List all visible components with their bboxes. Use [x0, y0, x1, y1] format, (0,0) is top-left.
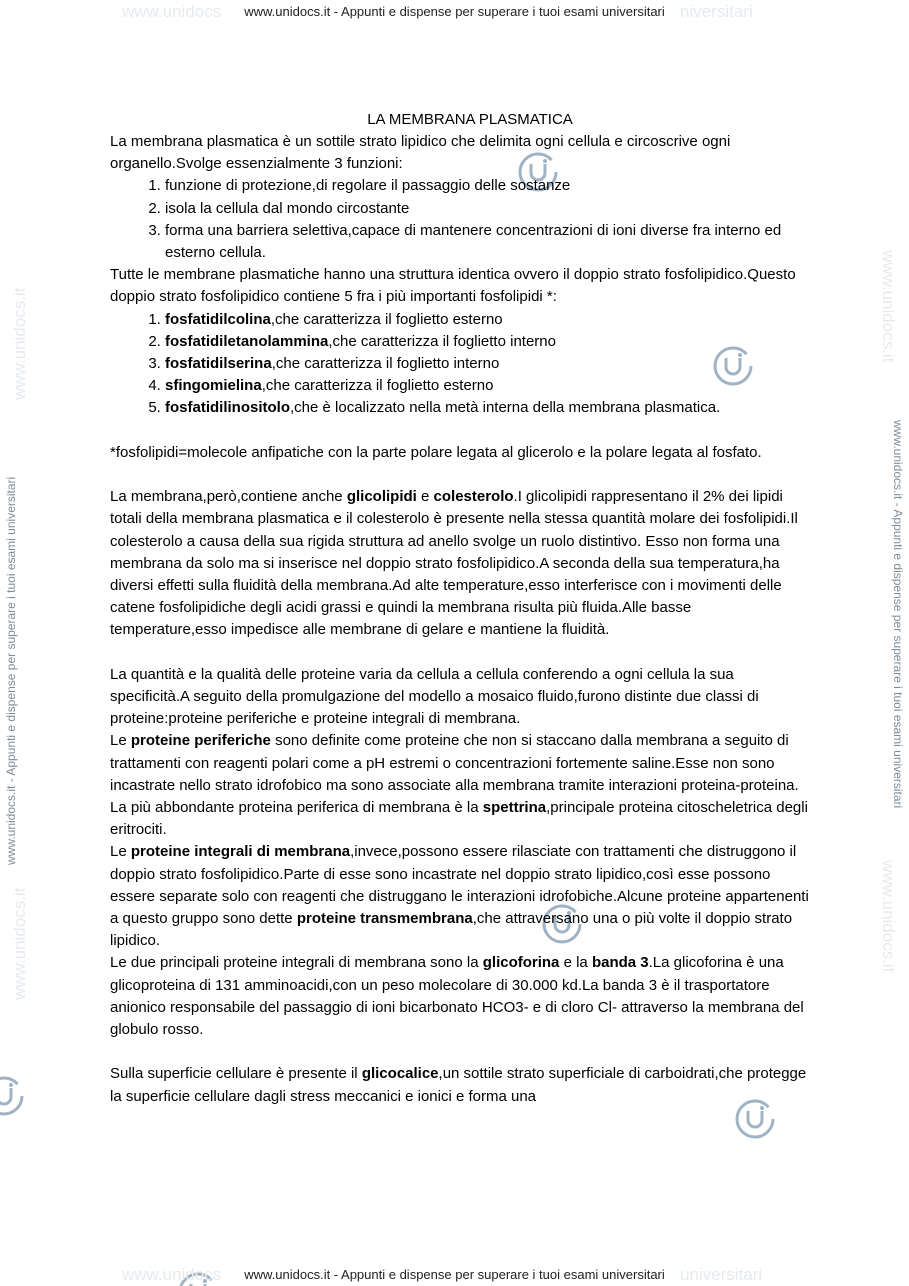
bilayer-paragraph: Tutte le membrane plasmatiche hanno una struttura identica ovvero il doppio strato fosfolipidico.Questo doppio strato fosfolipidico contiene 5 fra i più importanti fosfolipidi *:: [110, 266, 796, 306]
spettrina-paragraph: La più abbondante proteina periferica di membrana è la spettrina,principale proteina citoscheletrica degli eritrociti.: [110, 799, 808, 839]
phospholipid-name: fosfatidilinositolo: [165, 399, 290, 417]
side-ghost-left-2: www.unidocs.it: [10, 887, 29, 1000]
phospholipid-desc: ,che caratterizza il foglietto interno: [328, 332, 556, 350]
header-ghost-right: niversitari: [680, 2, 753, 21]
unidocs-logo-icon: [0, 1074, 26, 1118]
list-item: [165, 331, 810, 353]
phospholipid-desc: ,che caratterizza il foglietto esterno: [270, 310, 503, 328]
phospholipid-name: fosfatidilcolina: [165, 310, 271, 328]
list-item: 3. forma una barriera selettiva,capace di mantenere concentrazioni di ioni diverse fra interno ed esterno cellula.: [165, 220, 810, 264]
header-ghost-left: www.unidocs: [122, 2, 222, 21]
periferiche-paragraph: Le proteine periferiche sono definite come proteine che non si staccano dalla membrana a seguito di trattamenti con reagenti polari come a pH estremi o concentrazioni fortemente saline.Esse non sono incastrate nello strato idrofobico ma sono associate alla membrana tramite interazioni proteina-proteina.: [110, 732, 799, 794]
glicocalice-paragraph: Sulla superficie cellulare è presente il glicocalice,un sottile strato superficiale di carboidrati,che protegge la superficie cellulare dagli stress meccanici e ionici e forma una: [110, 1065, 807, 1105]
side-ghost-right: www.unidocs.it: [879, 250, 898, 363]
phospholipid-desc: ,che caratterizza il foglietto interno: [271, 355, 500, 373]
proteine-paragraph: La quantità e la qualità delle proteine varia da cellula a cellula conferendo a ogni cellula la sua specificità.A seguito della promulgazione del modello a mosaico fluido,furono distinte due classi di proteine:proteine periferiche e proteine integrali di membrana.: [110, 665, 759, 728]
page-header: [0, 4, 909, 20]
phospholipid-name: sfingomielina: [165, 377, 262, 395]
side-watermark-left: www.unidocs.it - Appunti e dispense per superare i tuoi esami universitari: [4, 476, 18, 865]
list-item: [165, 309, 810, 331]
phospholipid-desc: ,che è localizzato nella metà interna della membrana plasmatica.: [290, 399, 721, 417]
page-title: LA MEMBRANA PLASMATICA: [367, 111, 573, 128]
integrali-paragraph: Le proteine integrali di membrana,invece,possono essere rilasciate con trattamenti che distruggono il doppio strato fosfolipidico.Parte di esse sono incastrate nel doppio strato lipidico,così esse possono essere separate solo con reagenti che distruggano le interazioni idrofobiche.Alcune proteine appartenenti a questo gruppo sono dette proteine transmembrana,che attraversano una o più volte il doppio strato lipidico.: [110, 843, 809, 950]
footer-text: www.unidocs.it - Appunti e dispense per superare i tuoi esami universitari: [244, 1267, 665, 1282]
side-ghost-left: www.unidocs.it: [10, 287, 29, 400]
header-text: www.unidocs.it - Appunti e dispense per superare i tuoi esami universitari: [244, 4, 665, 19]
side-ghost-right-2: www.unidocs.it: [879, 860, 898, 973]
footnote-paragraph: *fosfolipidi=molecole anfipatiche con la parte polare legata al glicerolo e la polare legata al fosfato.: [110, 443, 762, 461]
side-watermark-right: www.unidocs.it - Appunti e dispense per superare i tuoi esami universitari: [891, 420, 905, 809]
list-item: 1. funzione di protezione,di regolare il passaggio delle sostanze: [165, 175, 810, 197]
list-item: [165, 397, 810, 419]
list-item: 2. isola la cellula dal mondo circostante: [165, 198, 810, 220]
list-item: [165, 353, 810, 375]
footer-ghost-left: www.unidocs: [122, 1265, 222, 1284]
footer-ghost-right: universitari: [680, 1265, 763, 1284]
document-body: [110, 109, 810, 1108]
page-footer: [0, 1267, 909, 1283]
glicolipidi-paragraph: La membrana,però,contiene anche glicolipidi e colesterolo.I glicolipidi rappresentano il 2% dei lipidi totali della membrana plasmatica e il colesterolo è presente nella stessa quantità molare dei fosfolipidi.Il colesterolo a causa della sua rigida struttura ad anello svolge un ruolo distintivo. Esso non forma una membrana da solo ma si inserisce nel doppio strato fosfolipidico.A seconda della sua temperatura,ha diversi effetti sulla fluidità della membrana.Ad alte temperature,esso interferisce con i movimenti delle catene fosfolipidiche degli acidi grassi e quindi la membrana risulta più fluida.Alle basse temperature,esso impedisce alle membrane di gelare e mantiene la fluidità.: [110, 488, 798, 639]
glicoforina-paragraph: Le due principali proteine integrali di membrana sono la glicoforina e la banda 3.La glicoforina è una glicoproteina di 131 amminoacidi,con un peso molecolare di 30.000 kd.La banda 3 è il trasportatore anionico responsabile del passaggio di ioni bicarbonato HCO3- e di cloro Cl- attraverso la membrana del globulo rosso.: [110, 954, 804, 1039]
intro-paragraph: La membrana plasmatica è un sottile strato lipidico che delimita ogni cellula e circoscrive ogni organello.Svolge essenzialmente 3 funzioni:: [110, 133, 731, 173]
phospholipid-name: fosfatidilserina: [165, 355, 272, 373]
phospholipids-list: [110, 309, 810, 420]
list-item: [165, 375, 810, 397]
functions-list: [110, 175, 810, 264]
phospholipid-desc: ,che caratterizza il foglietto esterno: [261, 377, 494, 395]
phospholipid-name: fosfatidiletanolammina: [165, 332, 329, 350]
